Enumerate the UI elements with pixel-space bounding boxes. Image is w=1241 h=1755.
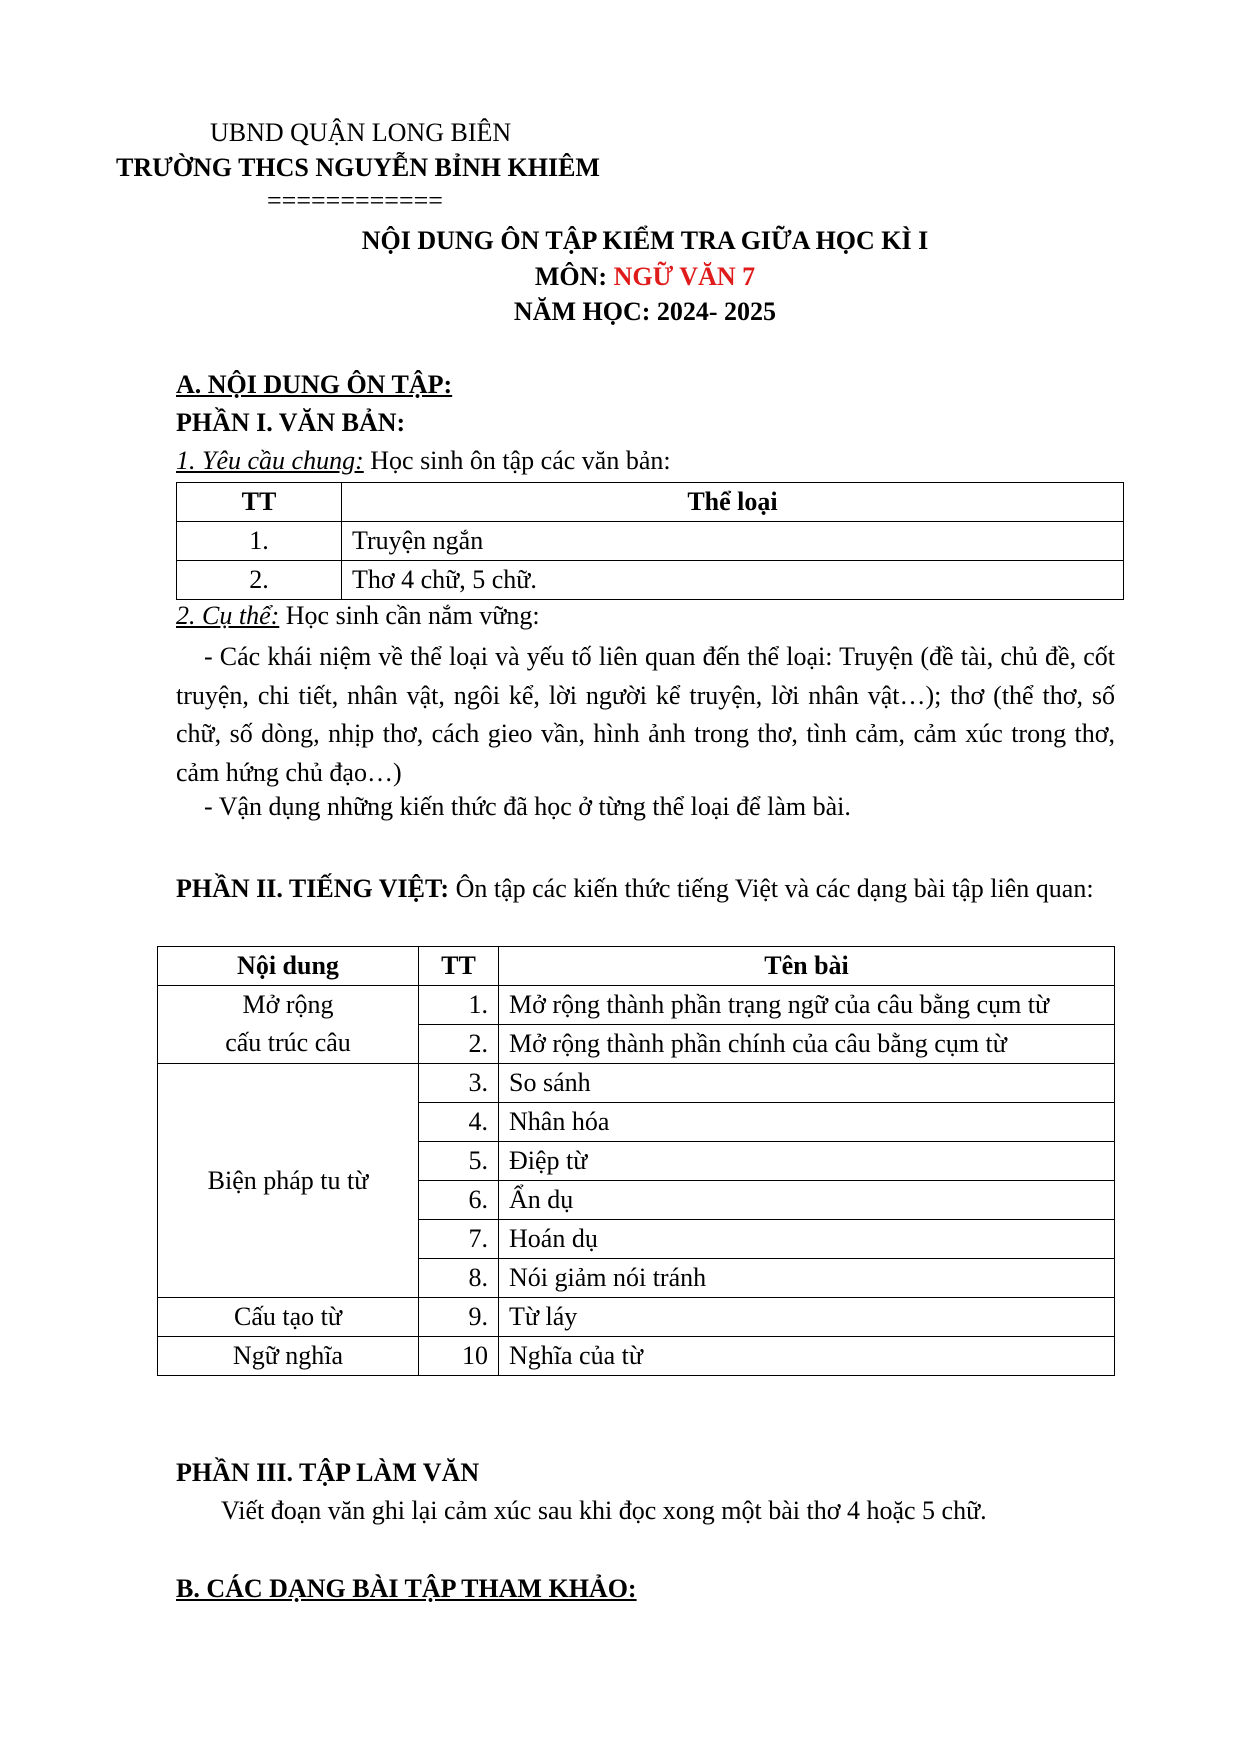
lesson-tt: 10 (419, 1337, 499, 1376)
lesson-name: Nhân hóa (499, 1103, 1115, 1142)
lesson-name: Ẩn dụ (499, 1181, 1115, 1220)
lesson-tt: 5. (419, 1142, 499, 1181)
content-group-cell: Cấu tạo từ (158, 1298, 419, 1337)
genre-tt: 1. (177, 522, 342, 561)
lesson-name: Nghĩa của từ (499, 1337, 1115, 1376)
document-title: NỘI DUNG ÔN TẬP KIỂM TRA GIỮA HỌC KÌ I (361, 226, 929, 255)
district-name: UBND QUẬN LONG BIÊN (210, 118, 512, 147)
school-year: NĂM HỌC: 2024- 2025 (513, 297, 777, 326)
vietnamese-table (157, 946, 1115, 1376)
part3-heading: PHẦN III. TẬP LÀM VĂN (176, 1458, 480, 1487)
viet-table-header-content: Nội dung (158, 947, 419, 986)
genre-concepts-bullet: - Các khái niệm về thể loại và yếu tố liên quan đến thể loại: Truyện (đề tài, chủ đề, cốt truyện, chi tiết, nhân vật, ngôi kể, lời người kể truyện, lời nhân vật…); thơ (thể thơ, số chữ, số dòng, nhịp thơ, cách gieo vần, hình ảnh trong thơ, tình cảm, cảm xúc trong thơ, cảm hứng chủ đạo…) (176, 642, 1115, 787)
genre-tt: 2. (177, 561, 342, 600)
table-row (158, 986, 1115, 1025)
lesson-tt: 2. (419, 1025, 499, 1064)
lesson-tt: 4. (419, 1103, 499, 1142)
part3-text: Viết đoạn văn ghi lại cảm xúc sau khi đọc xong một bài thơ 4 hoặc 5 chữ. (221, 1496, 987, 1525)
genre-table-header-tt: TT (177, 483, 342, 522)
lesson-name: So sánh (499, 1064, 1115, 1103)
lesson-tt: 1. (419, 986, 499, 1025)
lesson-tt: 6. (419, 1181, 499, 1220)
part1-requirement (176, 446, 671, 476)
subject-prefix: MÔN: (534, 262, 614, 291)
part1-heading: PHẦN I. VĂN BẢN: (176, 408, 406, 437)
content-group-cell: Ngữ nghĩa (158, 1337, 419, 1376)
lesson-tt: 8. (419, 1259, 499, 1298)
table-row (177, 561, 1124, 600)
lesson-tt: 9. (419, 1298, 499, 1337)
lesson-name: Mở rộng thành phần trạng ngữ của câu bằng cụm từ (499, 986, 1115, 1025)
section-b-heading: B. CÁC DẠNG BÀI TẬP THAM KHẢO: (176, 1574, 637, 1603)
viet-table-header-tt: TT (419, 947, 499, 986)
table-row (177, 522, 1124, 561)
lesson-name: Hoán dụ (499, 1220, 1115, 1259)
header-divider: ============ (267, 186, 443, 215)
genre-name: Truyện ngắn (342, 522, 1124, 561)
detail-text: Học sinh cần nắm vững: (279, 601, 540, 630)
content-group-cell: Mở rộng cấu trúc câu (158, 986, 419, 1064)
content-group-cell: Biện pháp tu từ (158, 1064, 419, 1298)
school-name: TRƯỜNG THCS NGUYỄN BỈNH KHIÊM (116, 153, 600, 182)
subject-name: NGỮ VĂN 7 (613, 262, 756, 291)
lesson-tt: 7. (419, 1220, 499, 1259)
part2-intro (176, 870, 1115, 909)
section-a-heading: A. NỘI DUNG ÔN TẬP: (176, 370, 453, 399)
requirement-text: Học sinh ôn tập các văn bản: (363, 446, 671, 475)
genre-name: Thơ 4 chữ, 5 chữ. (342, 561, 1124, 600)
table-row (158, 1064, 1115, 1103)
detail-label: 2. Cụ thể: (176, 601, 280, 630)
part2-heading: PHẦN II. TIẾNG VIỆT: (176, 874, 450, 903)
requirement-label: 1. Yêu cầu chung: (176, 446, 364, 475)
subject-line (0, 262, 1241, 292)
lesson-tt: 3. (419, 1064, 499, 1103)
apply-knowledge-bullet: - Vận dụng những kiến thức đã học ở từng thể loại để làm bài. (204, 792, 851, 821)
lesson-name: Từ láy (499, 1298, 1115, 1337)
genre-table (176, 482, 1124, 600)
lesson-name: Mở rộng thành phần chính của câu bằng cụm từ (499, 1025, 1115, 1064)
table-row (158, 1298, 1115, 1337)
lesson-name: Nói giảm nói tránh (499, 1259, 1115, 1298)
part2-intro-text: Ôn tập các kiến thức tiếng Việt và các dạng bài tập liên quan: (449, 874, 1094, 903)
table-row (158, 1337, 1115, 1376)
viet-table-header-name: Tên bài (499, 947, 1115, 986)
lesson-name: Điệp từ (499, 1142, 1115, 1181)
part1-detail (176, 601, 540, 631)
genre-table-header-genre: Thể loại (342, 483, 1124, 522)
